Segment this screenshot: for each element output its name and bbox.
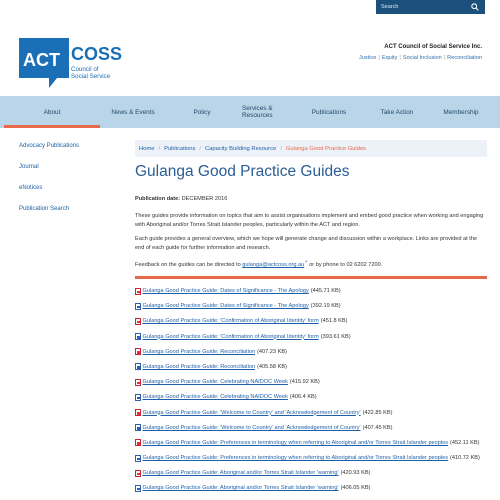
file-size: (406.4 KB): [289, 394, 317, 401]
file-item: [135, 424, 487, 432]
file-size: (405.58 KB): [257, 363, 287, 370]
main-nav: [0, 96, 500, 128]
org-info: [359, 44, 482, 61]
nav-take-action[interactable]: Take Action: [380, 108, 414, 116]
file-item: [135, 484, 487, 492]
file-size: (445.71 KB): [310, 288, 341, 294]
breadcrumb-publications[interactable]: Publications: [164, 145, 196, 152]
file-text: [143, 424, 393, 432]
pdf-icon: [135, 470, 141, 477]
doc-icon: [135, 363, 141, 370]
sidebar-item-publication-search[interactable]: Publication Search: [19, 206, 70, 212]
breadcrumb-home[interactable]: Home: [139, 145, 155, 152]
file-link[interactable]: Gulanga Good Practice Guide: Reconciliation: [142, 348, 256, 355]
file-item: [135, 363, 487, 371]
file-link[interactable]: Gulanga Good Practice Guide: 'Confirmation of Aboriginal Identity' form: [142, 318, 319, 325]
tag-justice: Justice: [358, 55, 377, 61]
doc-icon: [135, 303, 141, 310]
file-size: (451.8 KB): [320, 318, 348, 325]
intro-paragraph-2: Each guide provides a general overview, which we hope will generate change and discussion within a workplace. Links are provided at the end of each guide for further information and research.: [135, 236, 478, 251]
file-link[interactable]: Gulanga Good Practice Guide: Dates of Significance - The Apology: [142, 288, 309, 294]
pdf-icon: [135, 379, 141, 386]
feedback-post: or by phone to 02 6202 7200.: [309, 262, 383, 269]
file-text: [143, 454, 480, 462]
file-size: (422.85 KB): [362, 409, 393, 416]
nav-membership[interactable]: Membership: [443, 108, 479, 116]
sidebar-item-enotices[interactable]: eNotices: [19, 185, 43, 191]
nav-publications[interactable]: Publications: [311, 108, 347, 116]
file-text: [143, 333, 351, 341]
file-list: [135, 287, 487, 500]
file-size: (410.72 KB): [450, 455, 480, 462]
file-item: [135, 287, 487, 295]
nav-policy[interactable]: Policy: [193, 108, 211, 116]
page-title: Gulanga Good Practice Guides: [135, 163, 350, 180]
logo-act: ACT: [23, 50, 60, 70]
breadcrumb-capacity-building[interactable]: Capacity Building Resource: [204, 145, 277, 152]
search-icon[interactable]: [471, 3, 479, 11]
file-size: (407.23 KB): [257, 348, 287, 355]
file-text: [143, 302, 341, 310]
file-size: (415.92 KB): [289, 379, 320, 386]
doc-icon: [135, 394, 141, 401]
file-link[interactable]: Gulanga Good Practice Guide: Preferences in terminology when referring to Aboriginal and/or Torres Strait Islander peoples: [142, 439, 449, 446]
file-text: [143, 484, 371, 492]
file-link[interactable]: Gulanga Good Practice Guide: Celebrating NAIDOC Week: [142, 394, 288, 401]
doc-icon: [135, 424, 141, 431]
doc-icon: [135, 333, 141, 340]
file-link[interactable]: Gulanga Good Practice Guide: Dates of Significance - The Apology: [142, 303, 309, 310]
actcoss-logo[interactable]: [19, 38, 129, 94]
feedback-pre: Feedback on the guides can be directed to: [135, 262, 241, 269]
file-item: [135, 469, 487, 477]
breadcrumb: Home / Publications / Capacity Building Resource / Gulanga Good Practice Guides: [135, 140, 487, 157]
file-text: [143, 348, 287, 356]
pdf-icon: [135, 348, 141, 355]
logo-line1: Council of: [71, 66, 99, 73]
file-item: [135, 317, 487, 325]
file-link[interactable]: Gulanga Good Practice Guide: 'Welcome to Country' and 'Acknowledgement of Country': [142, 424, 361, 431]
pdf-icon: [135, 318, 141, 325]
pubdate-value: DECEMBER 2016: [181, 196, 228, 202]
file-text: [143, 378, 320, 386]
file-text: [143, 439, 480, 447]
tag-social-inclusion: Social Inclusion: [402, 55, 442, 61]
search-bar: [376, 0, 485, 14]
intro-text: [135, 212, 487, 276]
file-item: [135, 302, 487, 310]
file-item: [135, 439, 487, 447]
file-link[interactable]: Gulanga Good Practice Guide: Aboriginal and/or Torres Strait Islander 'warning': [142, 470, 339, 477]
feedback-line: [135, 258, 487, 269]
org-tagline: Justice | Equity | Social Inclusion | Reconciliation: [358, 55, 482, 61]
file-text: [143, 469, 371, 477]
file-item: [135, 378, 487, 386]
file-size: (393.61 KB): [320, 333, 351, 340]
breadcrumb-current: Gulanga Good Practice Guides: [285, 145, 367, 152]
feedback-email-link[interactable]: gulanga@actcoss.org.au: [242, 262, 305, 269]
nav-news-events[interactable]: News & Events: [111, 108, 155, 116]
tag-reconciliation: Reconciliation: [447, 55, 482, 61]
sidebar-item-advocacy-publications[interactable]: Advocacy Publications: [19, 143, 80, 149]
doc-icon: [135, 455, 141, 462]
file-link[interactable]: Gulanga Good Practice Guide: 'Confirmation of Aboriginal Identity' form: [142, 333, 319, 340]
file-size: (392.19 KB): [310, 303, 341, 310]
file-text: [143, 409, 393, 417]
pdf-icon: [135, 439, 141, 446]
file-link[interactable]: Gulanga Good Practice Guide: Reconciliation: [142, 363, 256, 370]
file-text: [143, 363, 287, 371]
file-link[interactable]: Gulanga Good Practice Guide: Aboriginal and/or Torres Strait Islander 'warning': [142, 485, 339, 492]
nav-services-resources[interactable]: Services & Resources: [242, 105, 273, 119]
file-link[interactable]: Gulanga Good Practice Guide: 'Welcome to Country' and 'Acknowledgement of Country': [142, 409, 361, 416]
file-size: (420.93 KB): [340, 470, 371, 477]
org-name: ACT Council of Social Service Inc.: [384, 44, 482, 50]
external-link-icon: ↗: [304, 259, 308, 265]
file-item: [135, 333, 487, 341]
publication-date: [135, 196, 227, 202]
file-text: [143, 393, 317, 401]
sidebar-item-journal[interactable]: Journal: [19, 164, 39, 170]
doc-icon: [135, 485, 141, 492]
tag-equity: Equity: [381, 55, 398, 61]
file-item: [135, 393, 487, 401]
intro-paragraph-1: These guides provide information on topics that aim to assist organisations implement and embed good practice when working and engaging with Aboriginal and/or Torres Strait Islander peoples, particularly within the ACT and region.: [135, 213, 484, 228]
file-item: [135, 409, 487, 417]
file-link[interactable]: Gulanga Good Practice Guide: Preferences in terminology when referring to Aboriginal and/or Torres Strait Islander peoples: [142, 455, 449, 462]
nav-about[interactable]: About: [0, 96, 104, 128]
pubdate-label: Publication date:: [135, 196, 181, 202]
file-size: (452.11 KB): [450, 439, 480, 446]
section-divider: [135, 276, 487, 279]
search-input[interactable]: [376, 4, 461, 10]
file-link[interactable]: Gulanga Good Practice Guide: Celebrating NAIDOC Week: [142, 379, 288, 386]
file-size: (407.45 KB): [362, 424, 393, 431]
logo-line2: Social Service: [71, 73, 111, 80]
pdf-icon: [135, 409, 141, 416]
file-item: [135, 348, 487, 356]
pdf-icon: [135, 288, 141, 295]
file-size: (406.05 KB): [340, 485, 371, 492]
sidebar: [19, 143, 79, 227]
file-text: [143, 317, 348, 325]
file-text: [143, 287, 341, 295]
logo-coss: COSS: [71, 44, 123, 64]
file-item: [135, 454, 487, 462]
